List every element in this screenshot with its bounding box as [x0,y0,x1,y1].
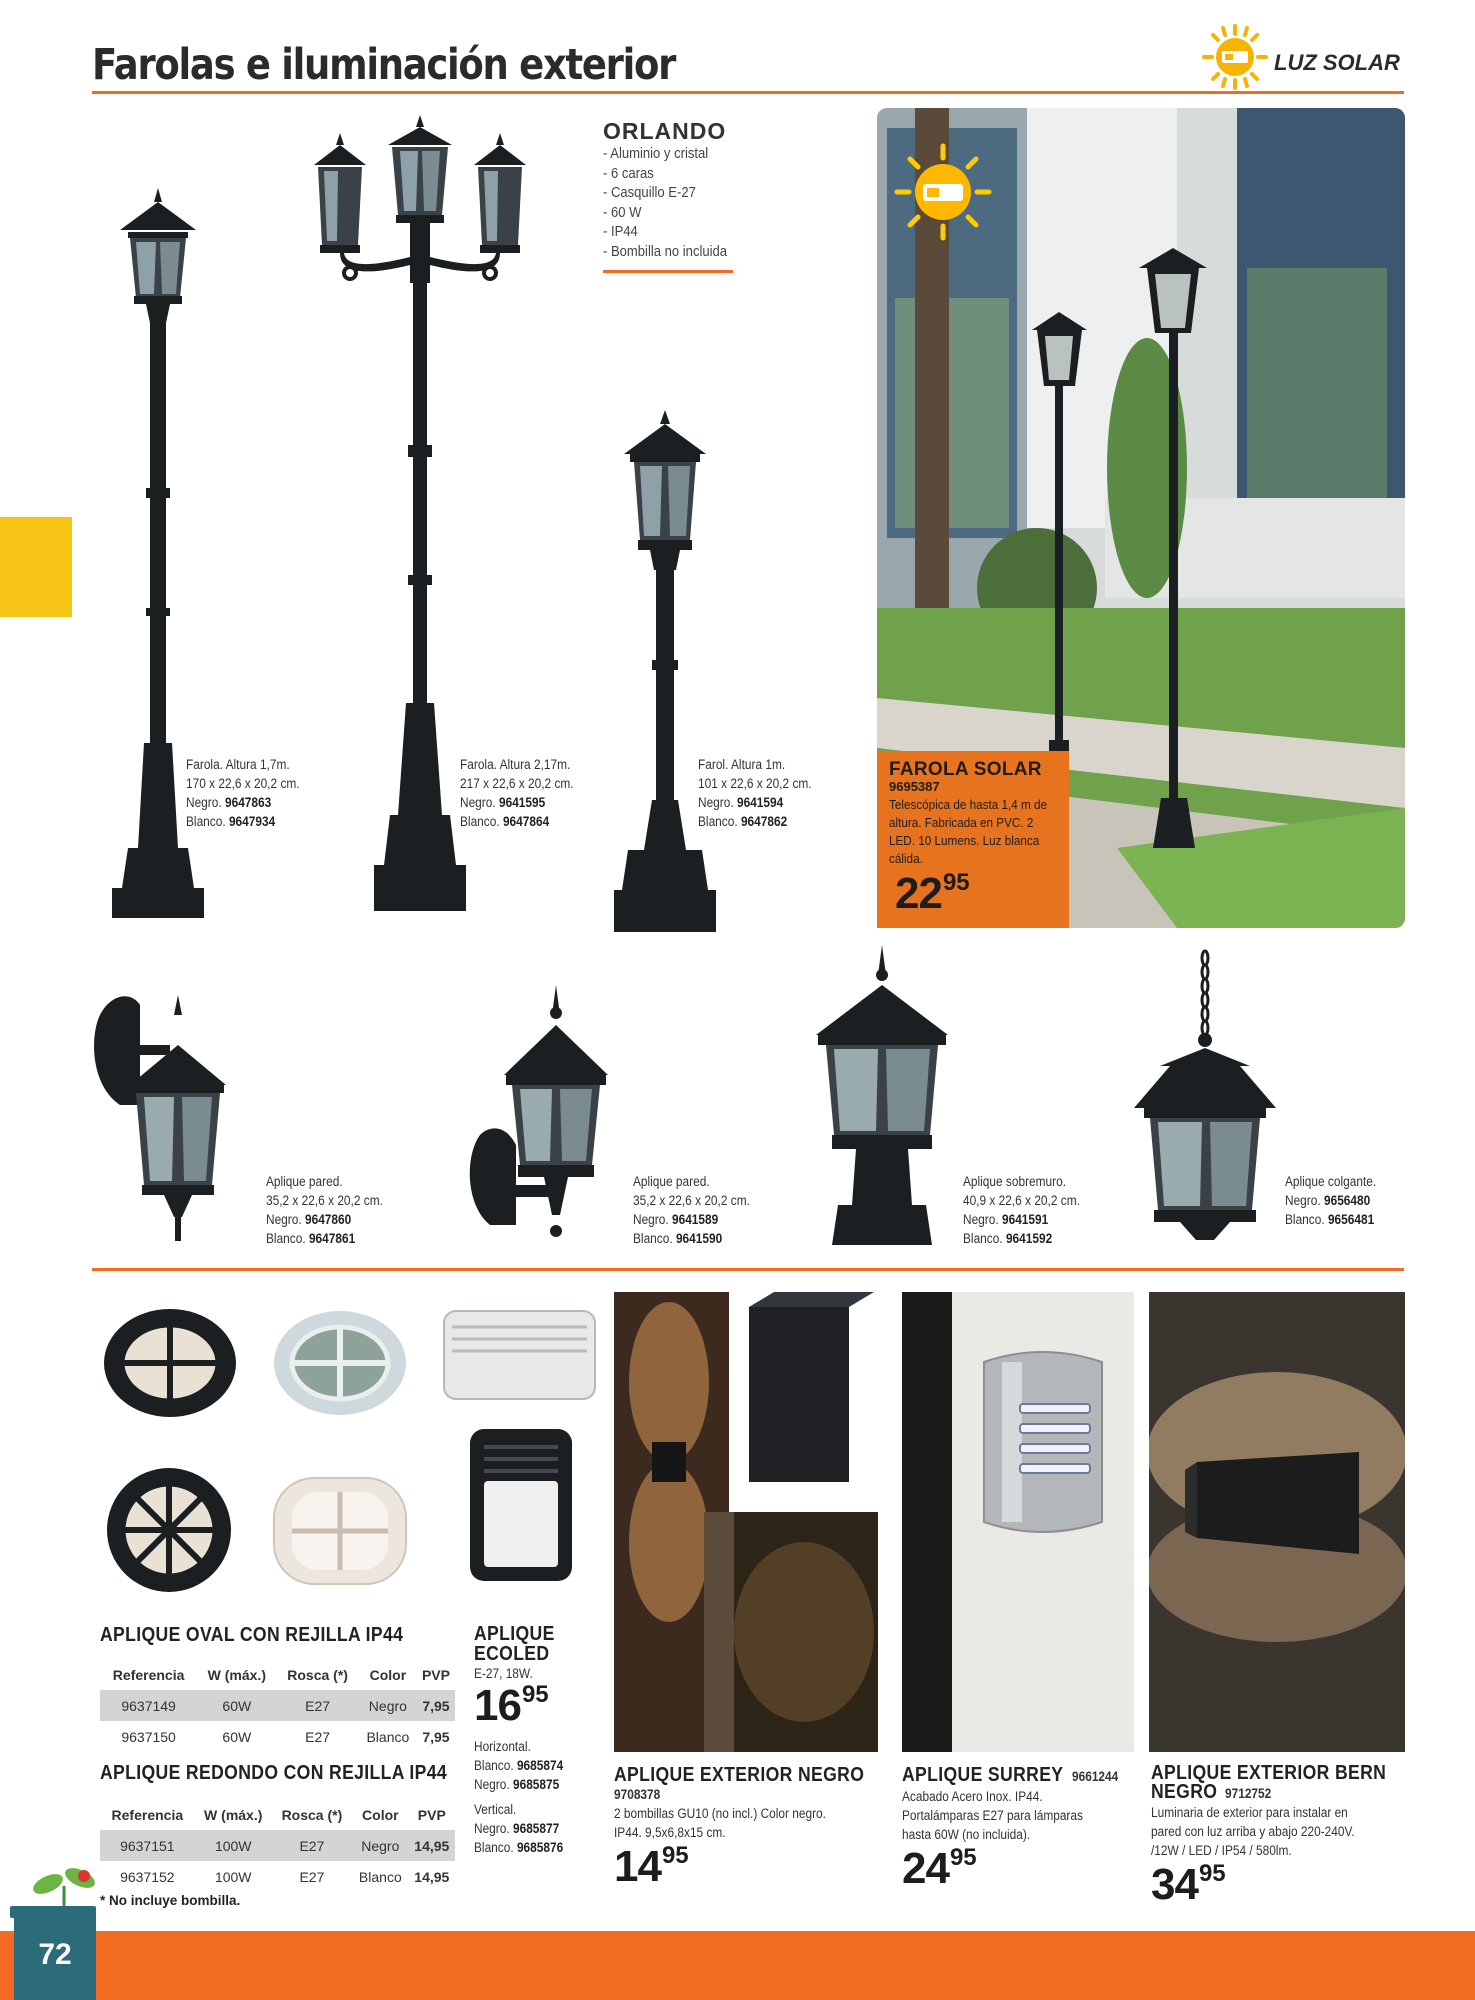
aplique-pared-2-image [460,985,630,1245]
aplique-sobremuro-image [808,945,958,1250]
orlando-feature: - Aluminio y cristal [603,146,709,162]
aplique-oval-title: APLIQUE OVAL CON REJILLA IP44 [100,1624,404,1646]
aplique-redondo-negro-image [100,1465,238,1595]
table-row: 9637151 100W E27 Negro 14,95 [100,1830,455,1861]
farola-1-7m-spec: Farola. Altura 1,7m. 170 x 22,6 x 20,2 cm. Negro. 9647863 Blanco. 9647934 [186,757,300,829]
aplique-redondo-table: Referencia W (máx.) Rosca (*) Color PVP 9637151 100W E27 Negro 14,95 9637152 100W E27 Blanco 14,95 [100,1800,455,1892]
aplique-ecoled-price: 1695 [474,1681,549,1730]
aplique-surrey-price: 2495 [902,1844,977,1893]
table-row: 9637152 100W E27 Blanco 14,95 [120,1868,450,1885]
farola-solar-desc: Telescópica de hasta 1,4 m de altura. Fabricada en PVC. 2 LED. 10 Lumens. Luz blanca cálida. [889,797,1048,866]
luz-solar-label: LUZ SOLAR [1274,50,1400,75]
aplique-ecoled-info: APLIQUE ECOLED E-27, 18W. 1695 Horizontal. Blanco. 9685874 Negro. 9685875 Vertical. Negro. 9685877 Blanco. 9685876 [474,1624,575,1857]
farol-1m-image [610,410,720,935]
farola-2-17m-spec: Farola. Altura 2,17m. 217 x 22,6 x 20,2 cm. Negro. 9641595 Blanco. 9647864 [460,757,574,829]
aplique-oval-blanco-image [270,1305,410,1420]
aplique-sobremuro-spec: Aplique sobremuro. 40,9 x 22,6 x 20,2 cm. Negro. 9641591 Blanco. 9641592 [963,1174,1080,1246]
aplique-surrey-title: APLIQUE SURREY [902,1764,1064,1786]
table-row: 9637149 60W E27 Negro 7,95 [100,1690,455,1721]
aplique-bern-title: APLIQUE EXTERIOR BERN [1151,1762,1387,1784]
footer-bar [0,1931,1475,2000]
orlando-feature: - 60 W [603,204,642,221]
section-divider [92,1268,1404,1271]
aplique-pared-1-image [90,985,260,1245]
aplique-oval-negro-image [100,1305,240,1420]
aplique-bern-info: APLIQUE EXTERIOR BERN NEGRO 9712752 Luminaria de exterior para instalar en pared con luz arriba y abajo 220-240V. /12W / LED / IP54 / 580lm. 3495 [1151,1764,1418,1910]
page-number-box [14,1914,96,2000]
orlando-title: ORLANDO [603,118,727,144]
plant-icon [24,1860,104,1912]
farola-solar-title: FAROLA SOLAR [889,759,1042,780]
orlando-feature: - Bombilla no incluida [603,243,728,260]
aplique-bern-price: 3495 [1151,1860,1226,1909]
orlando-divider [603,270,733,273]
aplique-negro-price: 1495 [614,1842,689,1891]
aplique-bern-photo [1149,1292,1405,1752]
farola-solar-card [877,751,1069,928]
page-number: 72 [38,1938,72,1971]
aplique-redondo-title: APLIQUE REDONDO CON REJILLA IP44 [100,1762,448,1784]
aplique-surrey-illustration [902,1292,1134,1752]
table-row: 9637150 60W E27 Blanco 7,95 [121,1728,450,1745]
page-title: Farolas e iluminación exterior [92,40,676,90]
orlando-features [603,145,727,262]
section-tab [0,517,72,617]
footnote: * No incluye bombilla. [100,1893,241,1908]
luz-solar-badge [1200,28,1410,84]
aplique-colgante-spec: Aplique colgante. Negro. 9656480 Blanco. 9656481 [1285,1174,1377,1227]
aplique-negro-scene [614,1292,878,1752]
farola-solar-price: 2295 [895,869,970,918]
orlando-feature: - IP44 [603,224,638,240]
aplique-pared-2-spec: Aplique pared. 35,2 x 22,6 x 20,2 cm. Negro. 9641589 Blanco. 9641590 [633,1174,750,1246]
aplique-ecoled-horizontal-image [442,1305,597,1405]
farola-solar-ref: 9695387 [889,779,940,794]
farol-1m-spec: Farol. Altura 1m. 101 x 22,6 x 20,2 cm. Negro. 9641594 Blanco. 9647862 [698,757,812,829]
orlando-feature: - Casquillo E-27 [603,185,696,201]
aplique-redondo-blanco-image [270,1470,410,1590]
aplique-ecoled-vertical-image [466,1425,576,1585]
aplique-negro-info: APLIQUE EXTERIOR NEGRO 9708378 2 bombillas GU10 (no incl.) Color negro. IP44. 9,5x6,8x15 cm. 1495 [614,1764,898,1892]
aplique-surrey-photo [902,1292,1134,1752]
orlando-feature: - 6 caras [603,165,654,182]
aplique-colgante-image [1130,948,1280,1248]
aplique-negro-photo [614,1292,878,1752]
sun-icon [1200,22,1270,92]
aplique-bern-illustration [1149,1292,1405,1752]
aplique-oval-table: Referencia W (máx.) Rosca (*) Color PVP 9637149 60W E27 Negro 7,95 9637150 60W E27 Blanco 7,95 [100,1660,455,1752]
aplique-surrey-info: APLIQUE SURREY 9661244 Acabado Acero Inox. IP44. Portalámparas E27 para lámparas hasta 60W (no incluida). 2495 [902,1764,1124,1894]
aplique-pared-1-spec: Aplique pared. 35,2 x 22,6 x 20,2 cm. Negro. 9647860 Blanco. 9647861 [266,1174,383,1246]
aplique-negro-title: APLIQUE EXTERIOR NEGRO [614,1764,865,1786]
